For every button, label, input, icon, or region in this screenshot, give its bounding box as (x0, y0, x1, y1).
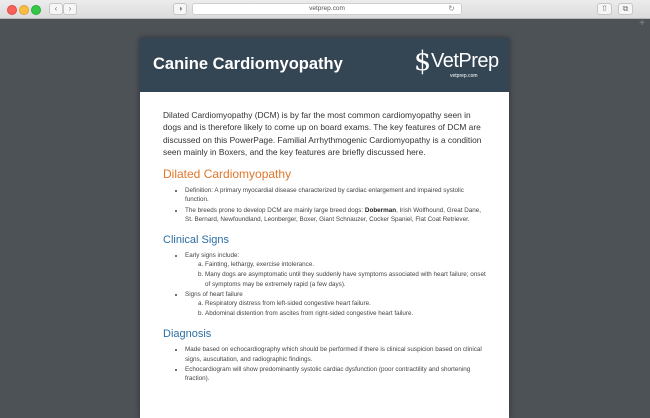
clinical-signs-heading: Clinical Signs (163, 234, 230, 246)
intro-paragraph: Dilated Cardiomyopathy (DCM) is by far the most common cardiomyopathy seen in dogs and is therefore likely to come up on board exams. The key features of DCM are discussed on this PowerPage. Familial Arrhythmogenic Cardiomyopathy is a condition seen mainly in Boxers, and the key features are briefly discussed here. (163, 110, 482, 157)
reload-icon[interactable]: ↻ (448, 4, 455, 13)
dcm-breeds: • The breeds prone to develop DCM are mainly large breed dogs: Doberman, Irish Wolfhound, Great Dane, St. Bernard, Newfoundland, Leonberger, Boxer, Giant Schnauzer, Cocker Spaniel, Flat Coat Retriever. (185, 206, 486, 224)
logo-site: vetprep.com (450, 73, 478, 79)
forward-icon[interactable]: › (63, 3, 77, 15)
share-icon[interactable]: ⇧ (597, 3, 612, 15)
diagnosis-heading: Diagnosis (163, 328, 212, 341)
early-sign-a: a. Fainting, lethargy, exercise intolerance. (205, 260, 486, 269)
close-window-button[interactable] (7, 5, 17, 15)
page-content (140, 92, 509, 383)
vetprep-logo (414, 46, 499, 82)
tabs-icon[interactable]: ⧉ (618, 3, 633, 15)
clinical-list (163, 251, 486, 318)
back-icon[interactable]: ‹ (49, 3, 63, 15)
page-header (140, 38, 509, 92)
hf-sign-a: a. Respiratory distress from left-sided congestive heart failure. (205, 299, 486, 308)
early-signs-sublist (185, 260, 486, 289)
diagnosis-item-1: • Made based on echocardiography which should be performed if there is clinical suspicion based on clinical signs, auscultation, and radiographic findings. (185, 345, 486, 363)
diagnosis-item-2: • Echocardiogram will show predominantly systolic cardiac dysfunction (poor contractility and shortening fraction). (185, 365, 486, 383)
diagnosis-list (163, 345, 486, 383)
logo-mark: $ (414, 46, 432, 77)
page-title: Canine Cardiomyopathy (153, 55, 343, 73)
dcm-list (163, 186, 486, 224)
new-tab-icon[interactable]: + (639, 18, 645, 29)
shield-icon[interactable]: ◑ (173, 3, 187, 15)
zoom-window-button[interactable] (31, 5, 41, 15)
dcm-heading: Dilated Cardiomyopathy (163, 167, 292, 182)
browser-toolbar (0, 0, 650, 19)
powerpage (140, 38, 509, 418)
early-sign-b: b. Many dogs are asymptomatic until they suddenly have symptoms associated with heart failure; onset of symptoms may be extremely rapid (a few days). (205, 270, 486, 288)
doberman-bold: Doberman (364, 206, 397, 214)
url-text: vetprep.com (309, 5, 345, 12)
hf-sign-b: b. Abdominal distention from ascites from right-sided congestive heart failure. (205, 309, 486, 318)
heart-failure-signs: • Signs of heart failure a. Respiratory distress from left-sided congestive heart failure. b. Abdominal distention from ascites from right-sided congestive heart failure. (185, 290, 486, 319)
address-bar[interactable] (192, 3, 462, 15)
early-signs: • Early signs include: a. Fainting, lethargy, exercise intolerance. b. Many dogs are asymptomatic until they suddenly have symptoms associated with heart failure; onset of symptoms may be extremely rapid (a few days). (185, 251, 486, 289)
logo-name: VetPrep (431, 50, 499, 72)
minimize-window-button[interactable] (19, 5, 29, 15)
dcm-definition: • Definition: A primary myocardial disease characterized by cardiac enlargement and impaired systolic function. (185, 186, 486, 204)
heart-failure-sublist (185, 299, 486, 318)
